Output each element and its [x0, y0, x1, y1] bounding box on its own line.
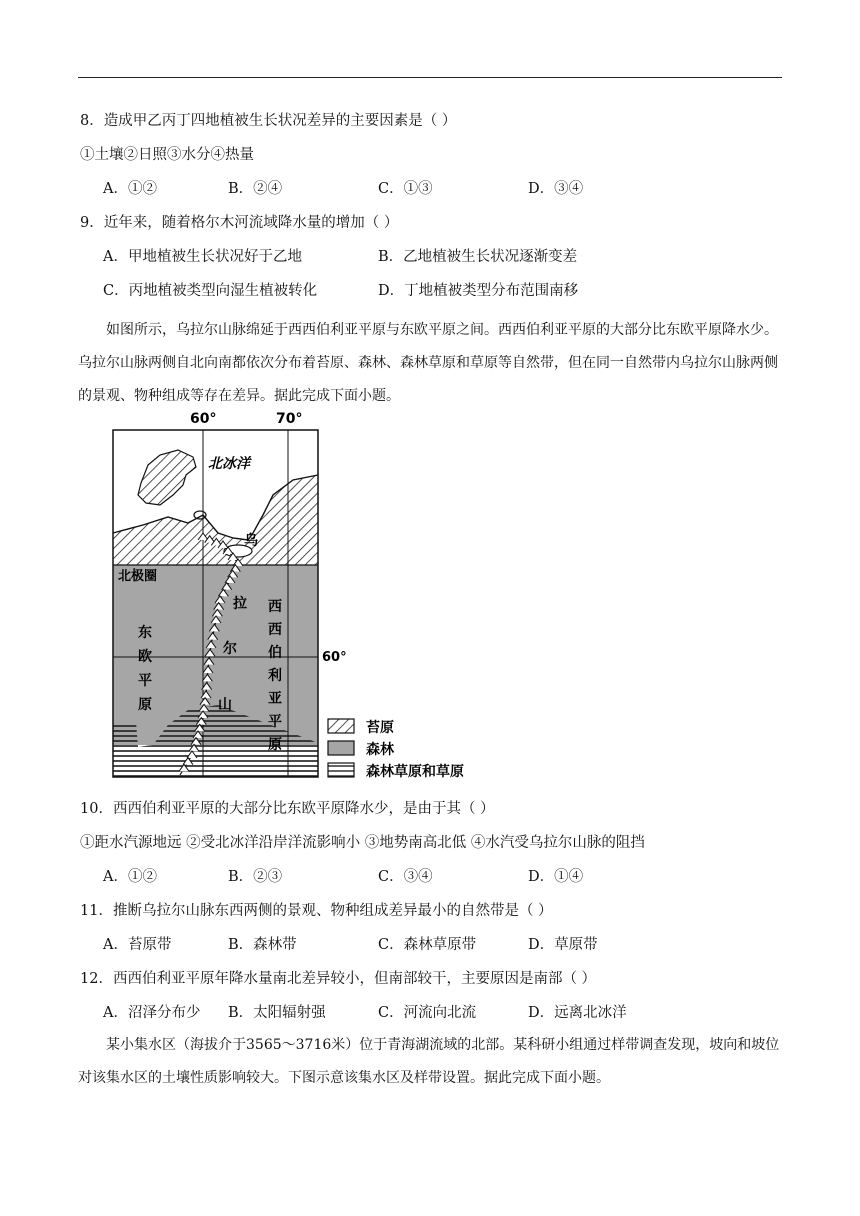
q8-option-a[interactable]: A．①②: [103, 181, 157, 197]
q8-stem: 8．造成甲乙丙丁四地植被生长状况差异的主要因素是（ ）: [80, 113, 457, 129]
legend-tundra-label: 苔原: [366, 720, 394, 736]
q12-option-c[interactable]: C．河流向北流: [378, 1005, 477, 1021]
q11-option-d[interactable]: D．草原带: [528, 937, 598, 953]
q11-option-b[interactable]: B．森林带: [228, 937, 297, 953]
east-europe-char-1: 东: [138, 625, 152, 641]
west-siberia-char-7: 原: [268, 737, 282, 753]
west-siberia-char-5: 亚: [268, 691, 282, 707]
q12-option-a[interactable]: A．沼泽分布少: [103, 1005, 201, 1021]
intro-paragraph-catchment: 某小集水区（海拔介于3565～3716米）位于青海湖流域的北部。某科研小组通过样带调查发现，坡向和坡位对该集水区的土壤性质影响较大。下图示意该集水区及样带设置。据此完成下面小题。: [78, 1037, 780, 1086]
q9-stem: 9．近年来，随着格尔木河流域降水量的增加（ ）: [80, 215, 399, 231]
east-europe-char-2: 欧: [138, 649, 152, 665]
legend-forest-label: 森林: [366, 742, 394, 758]
ural-char-2: 拉: [233, 596, 247, 612]
east-europe-char-3: 平: [138, 673, 152, 689]
ural-char-4: 山: [218, 697, 232, 713]
ural-map-figure: [108, 405, 488, 781]
arctic-circle-label: 北极圈: [118, 569, 158, 584]
q9-option-b[interactable]: B．乙地植被生长状况逐渐变差: [378, 249, 578, 265]
legend-steppe-swatch: [328, 763, 354, 777]
west-siberia-char-1: 西: [268, 599, 282, 615]
q9-option-a[interactable]: A．甲地植被生长状况好于乙地: [103, 249, 302, 265]
q12-option-b[interactable]: B．太阳辐射强: [228, 1005, 326, 1021]
ural-char-1: 乌: [244, 533, 258, 549]
q11-option-a[interactable]: A．苔原带: [103, 937, 172, 953]
west-siberia-char-3: 伯: [268, 645, 282, 661]
q10-option-c[interactable]: C．③④: [378, 869, 433, 885]
q8-option-b[interactable]: B．②④: [228, 181, 283, 197]
q8-option-c[interactable]: C．①③: [378, 181, 433, 197]
west-siberia-char-4: 利: [268, 668, 282, 684]
q9-option-d[interactable]: D．丁地植被类型分布范围南移: [378, 283, 579, 299]
legend-steppe-label: 森林草原和草原: [366, 764, 464, 780]
lon-60-label: 60°: [190, 411, 217, 427]
intro-paragraph-ural: 如图所示，乌拉尔山脉绵延于西西伯利亚平原与东欧平原之间。西西伯利亚平原的大部分比东欧平原降水少。乌拉尔山脉两侧自北向南都依次分布着苔原、森林、森林草原和草原等自然带，但在同一自然带内乌拉尔山脉两侧的景观、物种组成等存在差异。据此完成下面小题。: [78, 322, 778, 404]
q10-stem: 10．西西伯利亚平原的大部分比东欧平原降水少，是由于其（ ）: [80, 801, 495, 817]
q12-stem: 12．西西伯利亚平原年降水量南北差异较小，但南部较干，主要原因是南部（ ）: [80, 971, 597, 987]
q10-option-b[interactable]: B．②③: [228, 869, 283, 885]
q10-option-d[interactable]: D．①④: [528, 869, 584, 885]
ural-char-3: 尔: [223, 641, 237, 657]
west-siberia-char-6: 平: [268, 714, 282, 730]
q8-factors: ①土壤②日照③水分④热量: [80, 147, 254, 163]
legend-tundra-swatch: [328, 719, 354, 733]
q9-option-c[interactable]: C．丙地植被类型向湿生植被转化: [103, 283, 318, 299]
q11-stem: 11．推断乌拉尔山脉东西两侧的景观、物种组成差异最小的自然带是（ ）: [80, 903, 553, 919]
legend-forest-swatch: [328, 741, 354, 755]
lon-70-label: 70°: [276, 411, 303, 427]
lat-60-label: 60°: [322, 650, 347, 665]
q10-reasons: ①距水汽源地远 ②受北冰洋沿岸洋流影响小 ③地势南高北低 ④水汽受乌拉尔山脉的阻挡: [80, 835, 645, 851]
q12-option-d[interactable]: D．远离北冰洋: [528, 1005, 627, 1021]
ocean-label: 北冰洋: [208, 456, 250, 472]
q8-option-d[interactable]: D．③④: [528, 181, 584, 197]
ural-map-svg: [108, 405, 488, 781]
east-europe-char-4: 原: [138, 697, 152, 713]
west-siberia-char-2: 西: [268, 622, 282, 638]
header-rule: [78, 77, 782, 78]
q10-option-a[interactable]: A．①②: [103, 869, 157, 885]
q11-option-c[interactable]: C．森林草原带: [378, 937, 477, 953]
